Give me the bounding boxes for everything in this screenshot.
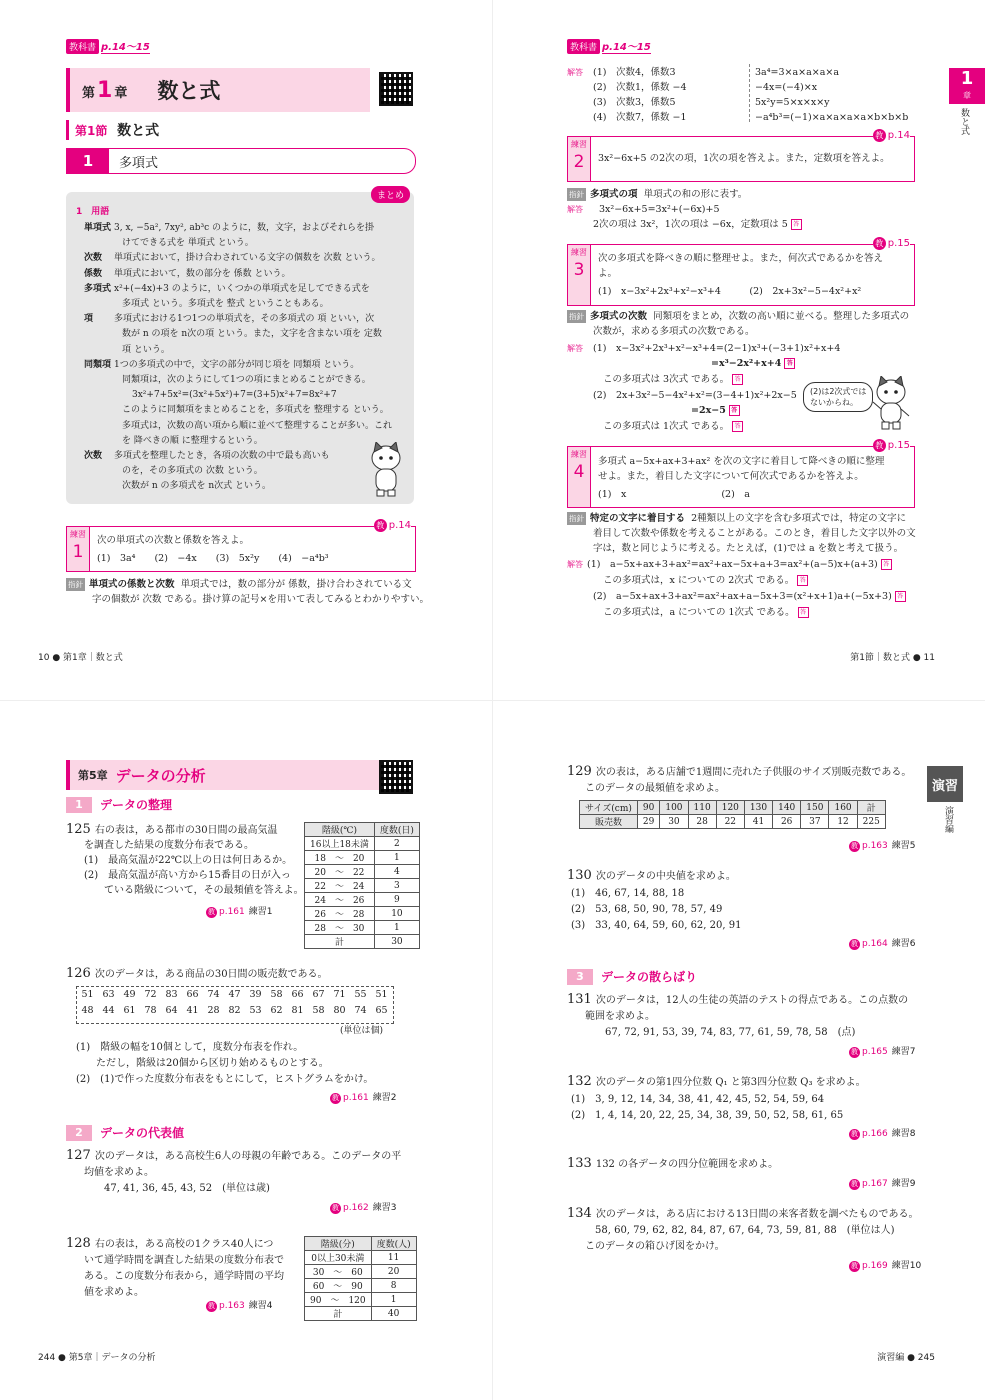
table-cell: 22 ～ 24	[305, 879, 375, 893]
table-row	[305, 865, 420, 879]
question-text: 次の表は，ある店舗で1週間に売れた子供服のサイズ別販売数である。	[595, 767, 912, 778]
hint-1-line2: 字の個数が 次数 である。掛け算の記号×を用いて表してみるとわかりやすい。	[92, 594, 430, 605]
page-11	[493, 0, 985, 700]
table-cell: 22	[716, 815, 744, 829]
ref-130[interactable]: 教 p.164 練習6	[851, 939, 916, 949]
summary-keyword: 係数	[84, 268, 103, 279]
textbook-badge-pages: p.14〜15	[101, 38, 150, 54]
textbook-badge	[66, 38, 150, 54]
ref-127[interactable]: 教 p.162 練習3	[332, 1203, 397, 1213]
answer-line: −a⁴b³=(−1)×a×a×a×a×b×b×b	[755, 112, 909, 123]
question-item: ただし，階級は20個から区切り始めるものとする。	[76, 1058, 329, 1069]
data-value: 83	[165, 989, 178, 1000]
summary-line: 多項式における1つ1つの単項式を，その多項式の 項 といい，次	[114, 314, 375, 325]
table-row	[305, 837, 420, 851]
table-cell: 90 ～ 120	[305, 1293, 372, 1307]
data-value: 51	[375, 989, 388, 1000]
question-line: 均値を求めよ。	[84, 1167, 154, 1178]
data-value: 74	[207, 989, 220, 1000]
summary-line: 多項式は，次数の高い項から順に並べて整理することが多い。これ	[122, 420, 393, 431]
data-value: 44	[102, 1005, 115, 1016]
topic-number: 1	[67, 149, 109, 173]
table-header: 度数(日)	[374, 823, 419, 837]
question-line: 値を求めよ。	[84, 1287, 144, 1298]
summary-line: x²+(−4x)+3 のように，いくつかの単項式を足してできる式を	[114, 283, 370, 294]
section-title: 第1節 数と式	[66, 120, 159, 140]
frequency-table-125	[304, 822, 420, 949]
subsection-3: 3 データの散らばり	[567, 968, 697, 985]
answer-line: (3) 次数3，係数5	[593, 97, 676, 108]
ref-125[interactable]: 教 p.161 練習1	[208, 907, 273, 917]
table-cell: 40	[371, 1307, 416, 1321]
data-value: 28	[207, 1005, 220, 1016]
table-cell: 1	[371, 1293, 416, 1307]
page-footer: 演習編 ● 245	[877, 1353, 935, 1363]
table-row	[305, 893, 420, 907]
page-244	[0, 700, 492, 1400]
table-cell: 26	[773, 815, 801, 829]
answer-3-line6: この多項式は 1次式 である。 答	[603, 420, 743, 433]
table-cell: 90	[637, 801, 659, 815]
exercise-question: 次の単項式の次数と係数を答えよ。	[97, 535, 250, 546]
answer-3-line2: =x³−2x²+x+4 答	[711, 357, 795, 370]
question-line	[567, 764, 911, 780]
table-cell: 41	[744, 815, 772, 829]
speech-bubble: (2)は2次式では ないからね。	[803, 382, 873, 412]
table-cell: 30	[374, 935, 419, 949]
question-item: (1) 階級の幅を10個として，度数分布表を作れ。	[76, 1042, 304, 1053]
table-cell: 29	[637, 815, 659, 829]
summary-keyword: 次数	[84, 451, 103, 461]
table-cell: 160	[829, 801, 857, 815]
question-number: 125	[66, 822, 91, 837]
subsection-1: 1 データの整理	[66, 796, 172, 813]
question-line: 47, 41, 36, 45, 43, 52 (単位は歳)	[84, 1183, 270, 1194]
exercise-ref[interactable]: 教 p.15	[873, 439, 910, 452]
question-number: 128	[66, 1236, 91, 1251]
table-row	[580, 815, 886, 829]
data-value: 66	[291, 989, 304, 1000]
data-value: 80	[333, 1005, 346, 1016]
table-cell: 11	[371, 1251, 416, 1265]
question-text: 次のデータは，ある店における13日間の来客者数を調べたものである。	[595, 1209, 919, 1220]
table-cell: 225	[857, 815, 885, 829]
hint-1: 指針 単項式の係数と次数 単項式では，数の部分が 係数，掛け合わされている文	[68, 579, 412, 590]
summary-line: 単項式において，数の部分を 係数 という。	[114, 268, 291, 279]
qr-code-icon[interactable]	[379, 72, 413, 106]
chapter-header: 第5章 データの分析	[66, 760, 380, 790]
chapter-number: 第1 章	[82, 77, 128, 103]
table-cell: 26 ～ 28	[305, 907, 375, 921]
data-value: 39	[249, 989, 262, 1000]
question-item: (1) 46, 67, 14, 88, 18	[571, 888, 685, 899]
question-132: 132 次のデータの第1四分位数 Q₁ と第3四分位数 Q₃ を求めよ。	[567, 1074, 866, 1089]
question-line	[567, 1206, 919, 1222]
question-item: (1) 3, 9, 12, 14, 34, 38, 41, 42, 45, 52, 54, 59, 64	[571, 1094, 825, 1105]
table-cell: 9	[374, 893, 419, 907]
answer-line: (1) 次数4，係数3	[593, 67, 676, 78]
summary-heading: 1 用語	[76, 207, 110, 217]
exercise-ref[interactable]: 教 p.14	[374, 519, 411, 532]
table-cell: 28	[688, 815, 716, 829]
data-row	[77, 987, 393, 1003]
question-text: 右の表は，ある高校の1クラス40人につ	[94, 1239, 274, 1250]
table-cell: 3	[374, 879, 419, 893]
data-value: 62	[270, 1005, 283, 1016]
summary-line: 次数が n の多項式を n次式 という。	[122, 481, 272, 492]
data-value: 65	[375, 1005, 388, 1016]
exercise-side-title: 演習編	[943, 806, 953, 833]
exercise-ref[interactable]: 教 p.14	[873, 129, 910, 142]
table-total-row	[305, 935, 420, 949]
exercise-4: 練習 4 教 p.15 多項式 a−5x+ax+3+ax² を次の文字に着目して降べきの順に整理 せよ。また，着目した文字について何次式であるかを答えよ。 (1) x (2) a	[567, 446, 915, 508]
summary-line: を 降べきの順 に整理するという。	[122, 435, 263, 446]
ref-134[interactable]: 教 p.169 練習10	[851, 1261, 922, 1271]
table-cell: 110	[688, 801, 716, 815]
answer-4-line3: (2) a−5x+ax+3+ax²=ax²+ax+a−5x+3=(x²+x+1)a+(−5x+3) 答	[593, 590, 906, 603]
summary-line: 同類項は，次のようにして1つの項にまとめることができる。	[122, 375, 371, 385]
table-cell: 20	[371, 1265, 416, 1279]
table-cell: 140	[773, 801, 801, 815]
table-cell: 1	[374, 921, 419, 935]
page-245	[493, 700, 985, 1400]
exercise-question: 3x²−6x+5 の2次の項，1次の項を答えよ。また，定数項を答えよ。	[598, 153, 890, 164]
table-header: 階級(℃)	[305, 823, 375, 837]
size-table-129	[579, 800, 886, 829]
table-cell: 16以上18未満	[305, 837, 375, 851]
answer-line: (4) 次数7，係数 −1	[593, 112, 687, 123]
question-item: (2) 53, 68, 50, 90, 78, 57, 49	[571, 904, 723, 915]
table-cell: 37	[801, 815, 829, 829]
table-cell: 24 ～ 26	[305, 893, 375, 907]
hint-4-line3: 字は，数と同じように考える。たとえば，(1)では a を数と考えて扱う。	[593, 543, 904, 554]
question-item: (2) (1)で作った度数分布表をもとにして，ヒストグラムをかけ。	[76, 1074, 374, 1085]
data-value: 67	[312, 989, 325, 1000]
exercise-1	[66, 520, 416, 572]
ref-126[interactable]: 教 p.161 練習2	[332, 1093, 397, 1103]
question-text: 右の表は，ある都市の30日間の最高気温	[94, 825, 278, 836]
table-cell: 18 ～ 20	[305, 851, 375, 865]
table-cell: 8	[371, 1279, 416, 1293]
exercise-3: 練習 3 教 p.15 次の多項式を降べきの順に整理せよ。また，何次式であるかを答え よ。 (1) x−3x²+2x³+x²−x³+4 (2) 2x+3x²−5−4x²+x²	[567, 244, 915, 306]
table-row	[580, 801, 886, 815]
data-value: 41	[186, 1005, 199, 1016]
table-cell: 10	[374, 907, 419, 921]
table-cell: 計	[305, 935, 375, 949]
table-cell: サイズ(cm)	[580, 801, 638, 815]
table-row	[305, 1279, 417, 1293]
table-header: 度数(人)	[371, 1237, 416, 1251]
question-line: このデータの最頻値を求めよ。	[585, 783, 725, 794]
data-value: 58	[270, 989, 283, 1000]
data-value: 48	[81, 1005, 94, 1016]
answer-3-tag: 解答	[567, 344, 583, 353]
question-line: 58, 60, 79, 62, 82, 84, 87, 67, 64, 73, 59, 81, 88 (単位は人)	[585, 1225, 895, 1236]
chapter-title: 数と式	[157, 79, 221, 103]
topic-title: 多項式	[119, 155, 159, 171]
summary-line: 3, x, −5a², 7xy², ab³c のように，数，文字，およびそれらを掛	[114, 223, 375, 233]
question-text: 次のデータは，ある高校生6人の母親の年齢である。このデータの平	[94, 1151, 402, 1162]
question-item: (3) 33, 40, 64, 59, 60, 62, 20, 91	[571, 920, 742, 931]
dog-mascot-icon	[366, 442, 406, 498]
answer-3-line4: (2) 2x+3x²−5−4x²+x²=(3−4+1)x²+2x−5	[593, 390, 797, 401]
table-cell: 4	[374, 865, 419, 879]
exercise-ref[interactable]: 教 p.15	[873, 237, 910, 250]
question-number: 131	[567, 992, 592, 1007]
answer-line: 5x²y=5×x×x×y	[755, 97, 830, 108]
data-value: 49	[123, 989, 136, 1000]
chapter-header	[66, 68, 370, 112]
frequency-table-128	[304, 1236, 417, 1321]
page-footer: 244 ● 第5章｜データの分析	[38, 1353, 156, 1363]
table-row	[305, 1293, 417, 1307]
summary-keyword: 多項式	[84, 283, 112, 294]
table-cell: 販売数	[580, 815, 638, 829]
table-row	[305, 1265, 417, 1279]
exercise-label: 練習 1	[67, 527, 90, 571]
table-cell: 30 ～ 60	[305, 1265, 372, 1279]
table-cell: 計	[857, 801, 885, 815]
question-number: 127	[66, 1148, 91, 1163]
question-line: (2) 最高気温が高い方から15番目の日が入っ	[84, 870, 291, 881]
table-cell: 12	[829, 815, 857, 829]
table-cell: 28 ～ 30	[305, 921, 375, 935]
table-cell: 150	[801, 801, 829, 815]
answer-line: 3a⁴=3×a×a×a×a	[755, 67, 840, 78]
hint-3-line2: 次数が，求める多項式の次数である。	[593, 326, 755, 337]
summary-line: けてできる式を 単項式 という。	[122, 238, 254, 249]
exercise-side-tab[interactable]: 演習	[927, 766, 963, 802]
hint-4-line2: 着目して次数や係数を考えることがある。このとき，着目した文字以外の文	[593, 528, 916, 539]
data-value: 47	[228, 989, 241, 1000]
textbook-badge: 教科書 p.14〜15	[567, 38, 651, 54]
answer-4-line2: この多項式は，x についての 2次式 である。 答	[603, 574, 808, 587]
question-text: 次のデータは，12人の生徒の英語のテストの得点である。この点数の	[595, 995, 909, 1006]
page-footer: 10 ● 第1章｜数と式	[38, 653, 123, 663]
answer-4-line1: 解答 (1) a−5x+ax+3+ax²=ax²+ax−5x+a+3=ax²+(a−5)x+(a+3) 答	[567, 558, 892, 571]
hint-4: 指針 特定の文字に着目する 2種類以上の文字を含む多項式では，特定の文字に	[569, 513, 907, 524]
summary-keyword: 項	[84, 314, 94, 325]
question-line	[66, 822, 278, 838]
question-number: 129	[567, 764, 592, 779]
table-cell: 1	[374, 851, 419, 865]
question-126: 126 次のデータは，ある商品の30日間の販売数である。	[66, 966, 328, 981]
hint-2: 指針 多項式の項 単項式の和の形に表す。	[569, 189, 748, 200]
data-box-126	[76, 986, 394, 1024]
answer-2: 解答 3x²−6x+5=3x²+(−6x)+5	[567, 204, 720, 215]
answer-3-line5: =2x−5 答	[691, 404, 740, 417]
table-row	[305, 1251, 417, 1265]
data-value: 58	[312, 1005, 325, 1016]
data-value: 82	[228, 1005, 241, 1016]
unit-label: (単位は個)	[340, 1026, 384, 1036]
data-value: 63	[102, 989, 115, 1000]
data-value: 81	[291, 1005, 304, 1016]
table-row	[305, 851, 420, 865]
question-133: 133 132 の各データの四分位範囲を求めよ。	[567, 1156, 779, 1171]
table-cell: 計	[305, 1307, 372, 1321]
summary-box	[66, 192, 414, 504]
data-value: 78	[144, 1005, 157, 1016]
chapter-side-tab[interactable]: 1 章	[949, 68, 985, 104]
table-cell: 2	[374, 837, 419, 851]
data-value: 72	[144, 989, 157, 1000]
table-cell: 60 ～ 90	[305, 1279, 372, 1293]
question-line: 67, 72, 91, 53, 39, 74, 83, 77, 61, 59, 78, 58 (点)	[585, 1027, 856, 1038]
summary-line: 多項式を整理したとき，各項の次数の中で最も高いも	[114, 451, 330, 461]
ref-131[interactable]: 教 p.165 練習7	[851, 1047, 916, 1057]
exercise-items: (1) 3a⁴ (2) −4x (3) 5x²y (4) −a⁴b³	[97, 553, 329, 564]
question-line: を調査した結果の度数分布表である。	[84, 840, 254, 851]
subsection-2: 2 データの代表値	[66, 1124, 184, 1141]
data-value: 55	[354, 989, 367, 1000]
answer-separator	[749, 64, 751, 122]
ref-129[interactable]: 教 p.163 練習5	[851, 841, 916, 851]
exercise-2: 練習 2 教 p.14 3x²−6x+5 の2次の項，1次の項を答えよ。また，定数項を答えよ。	[567, 136, 915, 182]
answer-3-line1: (1) x−3x²+2x³+x²−x³+4=(2−1)x³+(−3+1)x²+x+4	[593, 343, 841, 354]
question-line	[567, 992, 908, 1008]
table-row	[305, 921, 420, 935]
dog-mascot-icon	[871, 376, 911, 432]
table-row	[305, 907, 420, 921]
table-row	[305, 879, 420, 893]
question-line	[66, 1148, 401, 1164]
page-10	[0, 0, 492, 700]
data-value: 53	[249, 1005, 262, 1016]
summary-tag: まとめ	[371, 186, 410, 203]
table-cell: 100	[660, 801, 688, 815]
table-cell: 130	[744, 801, 772, 815]
question-line: (1) 最高気温が22℃以上の日は何日あるか。	[84, 855, 293, 866]
data-value: 64	[165, 1005, 178, 1016]
summary-keyword: 同類項	[84, 359, 112, 370]
question-item: (2) 1, 4, 14, 20, 22, 25, 34, 38, 39, 50, 52, 58, 61, 65	[571, 1110, 844, 1121]
answer-line: −4x=(−4)×x	[755, 82, 818, 93]
data-row	[77, 1003, 393, 1019]
question-line: いて通学時間を調査した結果の度数分布表で	[84, 1255, 284, 1266]
summary-line: 3x²+7+5x²=(3x²+5x²)+7=(3+5)x²+7=8x²+7	[132, 390, 337, 401]
textbook-badge-label: 教科書	[66, 39, 99, 54]
question-line	[66, 1236, 273, 1252]
answer-1-tag: 解答	[567, 68, 583, 77]
summary-line: このように同類項をまとめることを，多項式を 整理する という。	[122, 405, 389, 416]
data-value: 61	[123, 1005, 136, 1016]
question-number: 134	[567, 1206, 592, 1221]
answer-3-line3: この多項式は 3次式 である。 答	[603, 373, 743, 386]
summary-line: 多項式 という。多項式を 整式 ということもある。	[122, 299, 329, 309]
answer-4-line4: この多項式は，a についての 1次式 である。 答	[603, 606, 809, 619]
summary-line: 数が n の項を n次の項 という。また，文字を含まない項を 定数	[122, 329, 382, 340]
qr-code-icon[interactable]	[379, 760, 413, 794]
hint-3: 指針 多項式の次数 同類項をまとめ，次数の高い順に並べる。整理した多項式の	[569, 311, 910, 322]
table-cell: 20 ～ 22	[305, 865, 375, 879]
answer-2-line2: 2次の項は 3x²，1次の項は −6x，定数項は 5 答	[593, 218, 802, 231]
table-header: 階級(分)	[305, 1237, 372, 1251]
summary-keyword: 単項式	[84, 223, 112, 233]
question-line: ある。この度数分布表から，通学時間の平均	[84, 1271, 284, 1282]
data-value: 51	[81, 989, 94, 1000]
table-cell: 120	[716, 801, 744, 815]
page-footer: 第1節｜数と式 ● 11	[850, 653, 935, 663]
table-total-row	[305, 1307, 417, 1321]
data-value: 74	[354, 1005, 367, 1016]
ref-133[interactable]: 教 p.167 練習9	[851, 1179, 916, 1189]
summary-line: 項 という。	[122, 344, 170, 355]
question-line: 範囲を求めよ。	[585, 1011, 655, 1022]
summary-keyword: 次数	[84, 253, 103, 264]
question-line: ている階級について，その最頻値を答えよ。	[84, 885, 304, 896]
question-130: 130 次のデータの中央値を求めよ。	[567, 868, 736, 883]
ref-132[interactable]: 教 p.166 練習8	[851, 1129, 916, 1139]
data-value: 71	[333, 989, 346, 1000]
answer-line: (2) 次数1，係数 −4	[593, 82, 687, 93]
table-cell: 30	[660, 815, 688, 829]
summary-line: 単項式において，掛け合わされている文字の個数を 次数 という。	[114, 253, 381, 264]
table-cell: 0以上30未満	[305, 1251, 372, 1265]
question-line: このデータの箱ひげ図をかけ。	[585, 1241, 725, 1252]
summary-line: のを，その多項式の 次数 という。	[122, 466, 263, 477]
data-value: 66	[186, 989, 199, 1000]
ref-128[interactable]: 教 p.163 練習4	[208, 1301, 273, 1311]
topic-header	[66, 148, 416, 174]
chapter-side-title: 数と式	[959, 108, 969, 135]
summary-line: 1つの多項式の中で，文字の部分が同じ項を 同類項 という。	[114, 359, 360, 370]
